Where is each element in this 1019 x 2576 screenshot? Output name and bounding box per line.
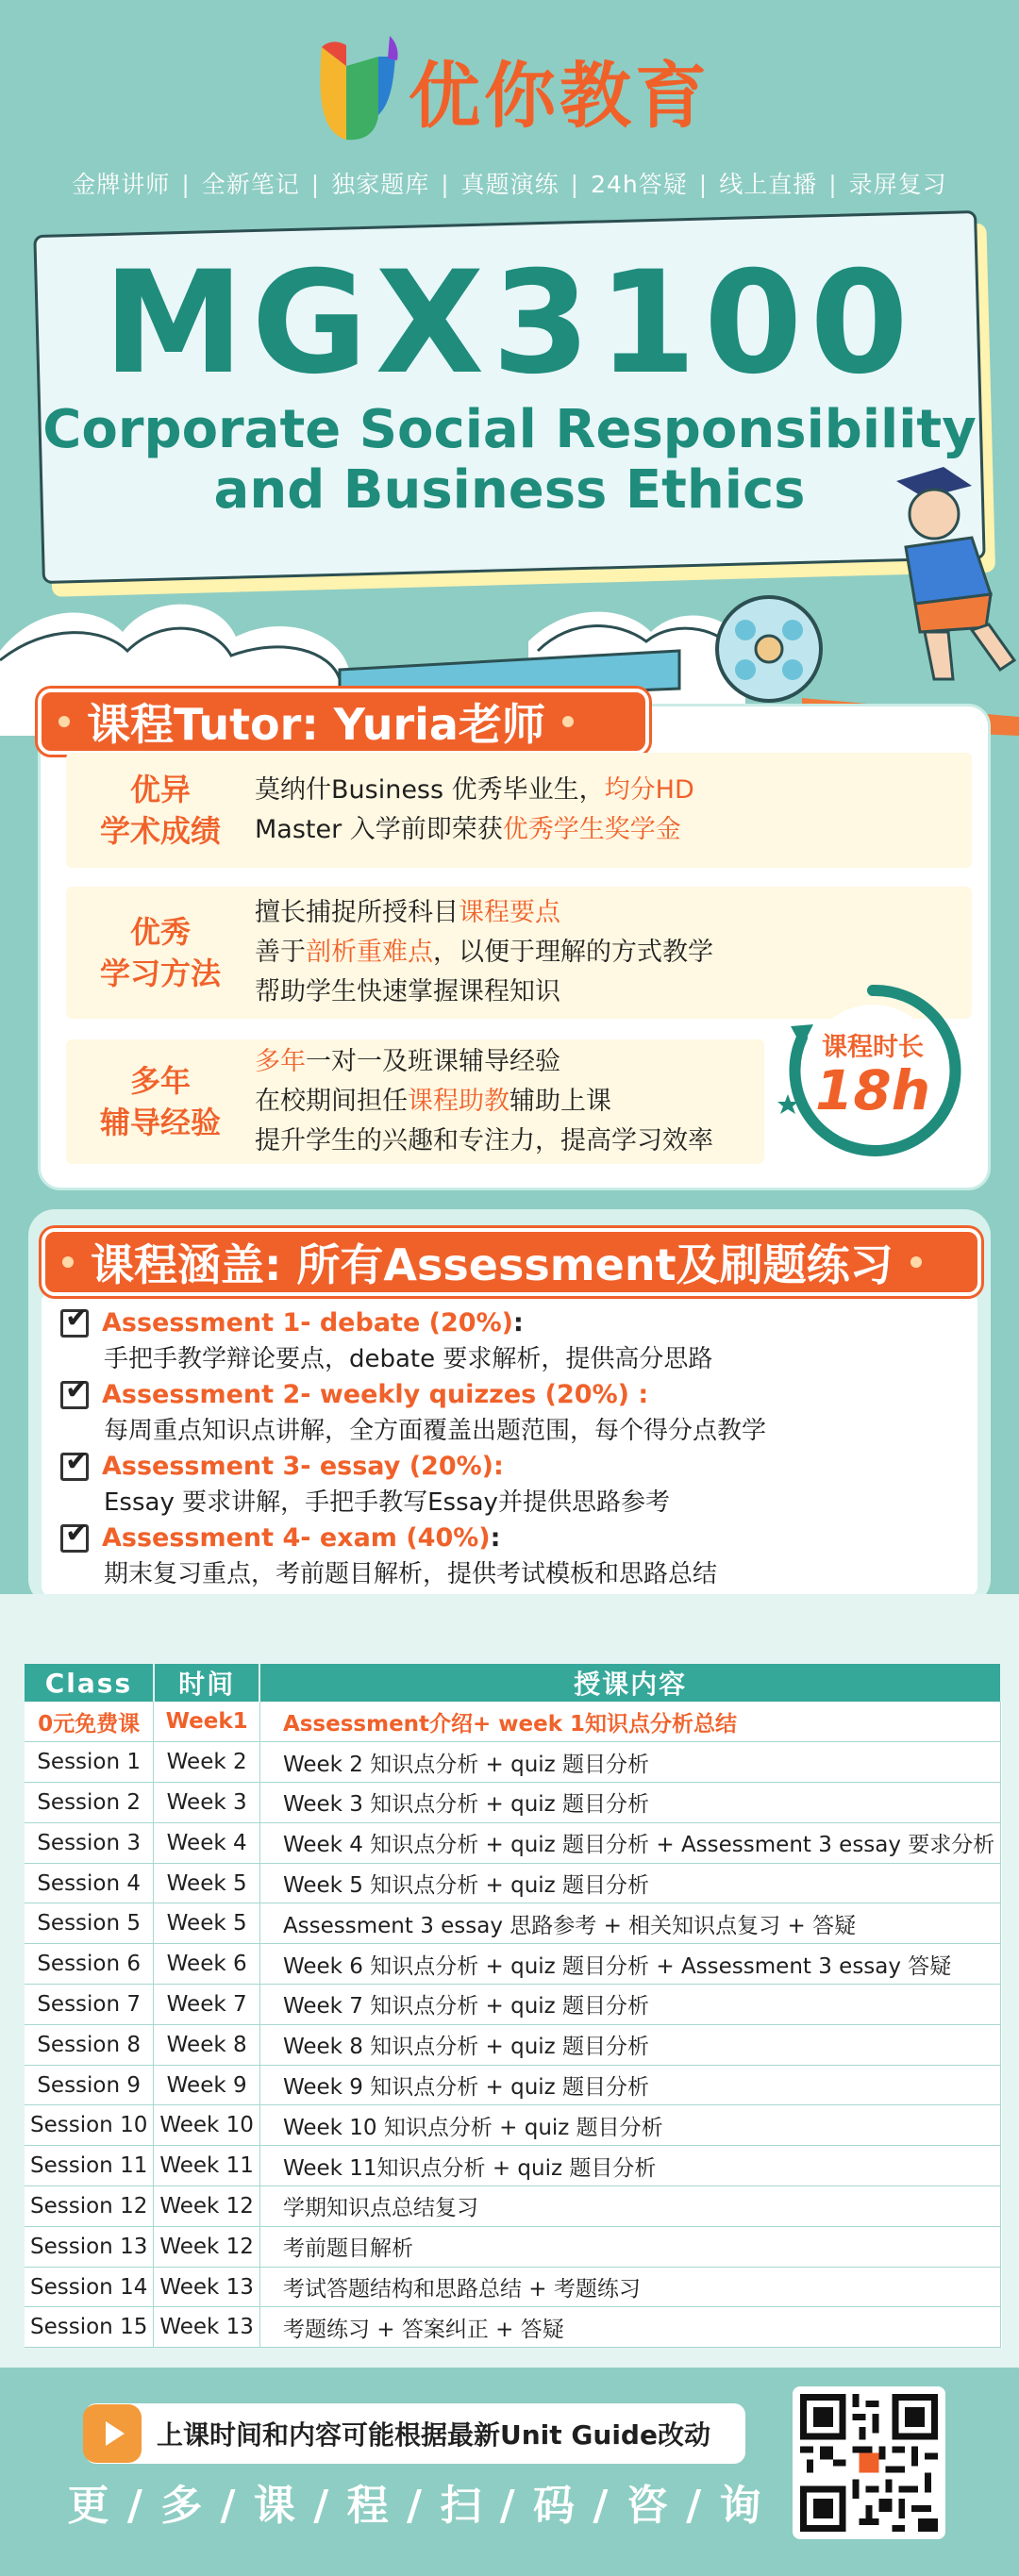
- tutor-row-line: [255, 972, 713, 1012]
- cell-class: Session 3: [25, 1822, 154, 1863]
- tutor-row-line: [255, 771, 694, 810]
- tutor-row-line: [255, 1122, 713, 1161]
- table-row: [25, 2146, 1001, 2186]
- schedule-header-row: [25, 1664, 1001, 1702]
- tutor-row-line: [255, 810, 694, 850]
- highlight-text: 均分HD: [604, 775, 694, 805]
- assessment-title-text: Assessment 4- exam (40%): [102, 1523, 491, 1553]
- highlight-text: 课程要点: [459, 898, 560, 927]
- assessment-item-title: [60, 1521, 966, 1556]
- cell-class: Session 13: [25, 2226, 154, 2267]
- feature-item: 独家题库: [331, 171, 430, 198]
- course-name: [0, 400, 1019, 521]
- tutor-row-line: [255, 1082, 713, 1122]
- highlight-text: 课程助教: [408, 1087, 510, 1116]
- assessment-item: [60, 1377, 966, 1449]
- cell-content: Assessment 3 essay 思路参考 + 相关知识点复习 + 答疑: [259, 1903, 1000, 1944]
- assessment-item-desc: 期末复习重点，考前题目解析，提供考试模板和思路总结: [104, 1560, 718, 1588]
- feature-separator: |: [570, 171, 580, 198]
- assessment-title-text: Assessment 2- weekly quizzes (20%) :: [102, 1380, 649, 1409]
- assessment-title-colon: :: [512, 1308, 524, 1338]
- cell-content: Week 11知识点分析 + quiz 题目分析: [259, 2146, 1000, 2186]
- assessment-title-banner: [42, 1228, 981, 1296]
- duration-value: 18h: [814, 1058, 930, 1122]
- table-row: [25, 1944, 1001, 1985]
- logo-u-icon: [309, 28, 403, 151]
- cell-class: Session 14: [25, 2267, 154, 2307]
- feature-separator: |: [698, 171, 709, 198]
- cell-class: Session 6: [25, 1944, 154, 1985]
- tutor-row-label-line: 多年: [129, 1063, 191, 1099]
- body-text: 莫纳什Business 优秀毕业生，: [255, 775, 605, 805]
- brand-logo: [0, 19, 1019, 160]
- cell-class: Session 7: [25, 1985, 154, 2025]
- dot-icon: [910, 1256, 922, 1268]
- body-text: Master 入学前即荣获: [255, 815, 503, 844]
- cell-class: Session 12: [25, 2186, 154, 2227]
- cell-week: Week 6: [154, 1944, 260, 1985]
- body-text: ，以便于理解的方式教学: [433, 938, 713, 967]
- tutor-row-label-line: 优秀: [129, 914, 191, 950]
- cell-content: 学期知识点总结复习: [259, 2186, 1000, 2227]
- cell-content: Week 10 知识点分析 + quiz 题目分析: [259, 2105, 1000, 2146]
- dot-icon: [562, 716, 574, 727]
- assessment-item-desc: 每周重点知识点讲解，全方面覆盖出题范围，每个得分点教学: [104, 1417, 767, 1445]
- table-row: [25, 2267, 1001, 2307]
- student-character-illustration: [868, 462, 1019, 698]
- table-row: [25, 1863, 1001, 1903]
- course-name-line2: and Business Ethics: [213, 459, 806, 521]
- feature-separator: |: [828, 171, 838, 198]
- cell-week: Week 10: [154, 2105, 260, 2146]
- body-text: 一对一及班课辅导经验: [306, 1047, 560, 1076]
- tutor-row-line: [255, 893, 713, 933]
- assessment-title-colon: :: [490, 1523, 501, 1553]
- table-row: [25, 1985, 1001, 2025]
- cell-content: Week 9 知识点分析 + quiz 题目分析: [259, 2065, 1000, 2105]
- cell-class: Session 11: [25, 2146, 154, 2186]
- cell-week: Week 2: [154, 1742, 260, 1783]
- body-text: 提升学生的兴趣和专注力，提高学习效率: [255, 1126, 713, 1155]
- cell-content: Week 5 知识点分析 + quiz 题目分析: [259, 1863, 1000, 1903]
- cell-week: Week 7: [154, 1985, 260, 2025]
- assessment-item: [60, 1449, 966, 1521]
- cell-content: 考题练习 + 答案纠正 + 答疑: [259, 2307, 1000, 2348]
- header-time: 时间: [154, 1664, 260, 1702]
- highlight-text: 多年: [255, 1047, 306, 1076]
- assessment-title-text: Assessment 1- debate (20%): [102, 1308, 513, 1338]
- header-class: Class: [25, 1664, 154, 1702]
- tutor-row-text: [255, 1042, 713, 1161]
- course-name-line1: Corporate Social Responsibility: [42, 399, 977, 460]
- cell-class: Session 4: [25, 1863, 154, 1903]
- body-text: 辅助上课: [510, 1087, 611, 1116]
- cell-week: Week 13: [154, 2267, 260, 2307]
- cell-content: 考前题目解析: [259, 2226, 1000, 2267]
- feature-item: 金牌讲师: [72, 171, 171, 198]
- cell-week: Week 3: [154, 1783, 260, 1823]
- table-row: [25, 2024, 1001, 2065]
- feature-item: 真题演练: [460, 171, 560, 198]
- cell-content: 考试答题结构和思路总结 + 考题练习: [259, 2267, 1000, 2307]
- cell-content: Assessment介绍+ week 1知识点分析总结: [259, 1702, 1000, 1742]
- assessment-title-text: Assessment 3- essay (20%):: [102, 1452, 504, 1481]
- table-row: [25, 1903, 1001, 1944]
- table-row: [25, 2065, 1001, 2105]
- feature-separator: |: [310, 171, 321, 198]
- assessment-item: [60, 1521, 966, 1592]
- cell-content: Week 6 知识点分析 + quiz 题目分析 + Assessment 3 essay 答疑: [259, 1944, 1000, 1985]
- notice-text: 上课时间和内容可能根据最新Unit Guide改动: [157, 2419, 710, 2451]
- tutor-row-text: [255, 771, 694, 850]
- table-row: [25, 2307, 1001, 2348]
- dot-icon: [62, 1256, 74, 1268]
- assessment-item-desc: Essay 要求讲解，手把手教写Essay并提供思路参考: [104, 1488, 670, 1517]
- qr-code-icon[interactable]: [793, 2386, 945, 2539]
- feature-item: 24h答疑: [591, 171, 688, 198]
- cell-week: Week 12: [154, 2186, 260, 2227]
- table-row: [25, 1822, 1001, 1863]
- consult-text: 更 / 多 / 课 / 程 / 扫 / 码 / 咨 / 询: [67, 2482, 763, 2530]
- course-code: MGX3100: [103, 241, 916, 406]
- cell-class: 0元免费课: [25, 1702, 154, 1742]
- checkbox-checked-icon: [60, 1453, 89, 1481]
- cell-class: Session 2: [25, 1783, 154, 1823]
- table-row: [25, 1702, 1001, 1742]
- dot-icon: [58, 716, 70, 727]
- cell-class: Session 15: [25, 2307, 154, 2348]
- assessment-item: [60, 1305, 966, 1377]
- tutor-row-label: [75, 769, 245, 852]
- cell-content: Week 2 知识点分析 + quiz 题目分析: [259, 1742, 1000, 1783]
- cell-week: Week 11: [154, 2146, 260, 2186]
- play-icon: [83, 2404, 142, 2463]
- cell-week: Week1: [154, 1702, 260, 1742]
- table-row: [25, 2105, 1001, 2146]
- duration-label: 课程时长: [822, 1033, 924, 1062]
- cell-class: Session 5: [25, 1903, 154, 1944]
- body-text: 帮助学生快速掌握课程知识: [255, 977, 560, 1006]
- feature-item: 录屏复习: [848, 171, 947, 198]
- schedule-table: [25, 1664, 1002, 2348]
- tutor-row-label: [75, 911, 245, 994]
- cell-content: Week 4 知识点分析 + quiz 题目分析 + Assessment 3 essay 要求分析: [259, 1822, 1000, 1863]
- checkbox-checked-icon: [60, 1309, 89, 1338]
- cell-class: Session 1: [25, 1742, 154, 1783]
- tutor-row-label: [75, 1060, 245, 1143]
- cell-content: Week 8 知识点分析 + quiz 题目分析: [259, 2024, 1000, 2065]
- brand-name: 优你教育: [409, 53, 710, 138]
- table-row: [25, 1742, 1001, 1783]
- assessment-item-desc: 手把手教学辩论要点，debate 要求解析，提供高分思路: [104, 1345, 713, 1373]
- checkbox-checked-icon: [60, 1524, 89, 1553]
- table-row: [25, 1783, 1001, 1823]
- cell-week: Week 4: [154, 1822, 260, 1863]
- table-row: [25, 2226, 1001, 2267]
- assessment-item-title: [60, 1377, 966, 1413]
- tutor-row-label-line: 优异: [129, 772, 191, 807]
- checkbox-checked-icon: [60, 1381, 89, 1409]
- tutor-row-line: [255, 933, 713, 972]
- highlight-text: 剖析重难点: [306, 938, 433, 967]
- cell-class: Session 9: [25, 2065, 154, 2105]
- body-text: 擅长捕捉所授科目: [255, 898, 459, 927]
- feature-separator: |: [441, 171, 450, 198]
- tutor-row-line: [255, 1042, 713, 1082]
- tutor-row-text: [255, 893, 713, 1012]
- tutor-title-banner: [38, 689, 649, 755]
- header-content: 授课内容: [259, 1664, 1000, 1702]
- assessment-item-title: [60, 1305, 966, 1341]
- cell-content: Week 3 知识点分析 + quiz 题目分析: [259, 1783, 1000, 1823]
- notice-bar: [85, 2403, 745, 2464]
- cell-week: Week 5: [154, 1903, 260, 1944]
- tutor-row-label-line: 学习方法: [99, 956, 221, 991]
- feature-list: [0, 166, 1019, 200]
- tutor-row-label-line: 辅导经验: [99, 1105, 221, 1140]
- feature-item: 线上直播: [719, 171, 818, 198]
- cell-class: Session 10: [25, 2105, 154, 2146]
- cell-week: Week 5: [154, 1863, 260, 1903]
- body-text: 善于: [255, 938, 306, 967]
- tutor-title: 课程Tutor: Yuria老师: [87, 699, 545, 750]
- cell-content: Week 7 知识点分析 + quiz 题目分析: [259, 1985, 1000, 2025]
- cell-week: Week 9: [154, 2065, 260, 2105]
- assessment-item-title: [60, 1449, 966, 1485]
- table-row: [25, 2186, 1001, 2227]
- cell-class: Session 8: [25, 2024, 154, 2065]
- feature-separator: |: [181, 171, 191, 198]
- course-duration-badge: [774, 972, 972, 1170]
- feature-item: 全新笔记: [201, 171, 300, 198]
- cell-week: Week 12: [154, 2226, 260, 2267]
- tutor-row-label-line: 学术成绩: [99, 813, 221, 849]
- body-text: 在校期间担任: [255, 1087, 408, 1116]
- assessment-title: 课程涵盖: 所有Assessment及刷题练习: [91, 1239, 894, 1290]
- cell-week: Week 8: [154, 2024, 260, 2065]
- cell-week: Week 13: [154, 2307, 260, 2348]
- highlight-text: 优秀学生奖学金: [502, 815, 681, 844]
